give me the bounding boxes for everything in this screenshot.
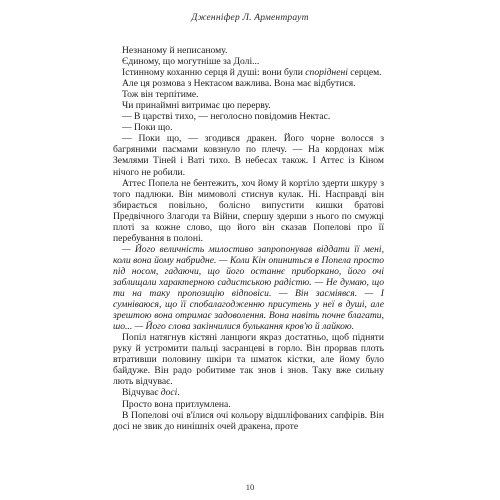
paragraph: Чи принаймні витримає цю перерву. — [122, 100, 271, 112]
body-text — [113, 45, 384, 432]
paragraph: — Поки що, — згодився дракен. Його чорне волосся з багряними пасмами ковзнуло по плечу. — На кордонах між Землями Тіней і Ваті тихо. В небесах також. І Аттес із Кіном нічого не робили. — [113, 133, 384, 178]
paragraph: Аттес Попела не бентежить, хоч йому й кортіло здерти шкуру з того падлюки. Він мимоволі стиснув кулак. Ні. Насправді він збирається повільно, болісно випустити кишки братові Предвічного Злагоди та Війни, спершу здерши з нього по смужці плоті за кожне слово, що його він сказав Попелові про її перебування в полоні. — [113, 177, 384, 244]
paragraph: Але ця розмова з Нектасом важлива. Вона має відбутися. — [122, 78, 356, 90]
paragraph: — Поки що. — [122, 122, 173, 134]
paragraph: Істинному коханню серця й душі: вони були спорідненi серцем. — [122, 67, 382, 79]
paragraph: Просто вона притлумлена. — [122, 398, 231, 410]
paragraph: Незнаному й неписаному. — [122, 45, 228, 56]
page-number: 10 — [245, 482, 255, 492]
running-header: Дженніфер Л. Арментраут — [191, 13, 309, 23]
paragraph: Відчуває досі. — [122, 387, 180, 399]
paragraph: — В царстві тихо, — неголосно повідомив Нектас. — [122, 111, 331, 123]
paragraph: Єдиному, що могутніше за Долі... — [122, 56, 260, 68]
paragraph: — Його величність милостиво запропонував віддати її мені, коли вона йому набридне. — Коли Кін опиниться в Попела просто під носом, гадаючи, що його останнє приборкано, його очі заблищали характерною садистською радістю. — Не думаю, що ти на таку пропозицію відповіси. — Він засміявся. — І сумніваюся, що її спобалагодженню присутень у неї в душі, але зрештою вона отримає задоволення. Вона навіть почне благати, шо... — Його слова закінчилися булькання кров'ю й лайкою. — [113, 243, 384, 333]
paragraph: Попіл натягнув кістяні ланцюги якраз достатньо, щоб підняти руку й устромити пальці засранцеві в горло. Він прорвав плоть втративши половину шкіри та шматок кістки, але йому було байдуже. Він радо робитиме так знов і знов. Таку вже сильну лють відчуває. — [113, 332, 384, 388]
paragraph: В Попелові очі в'їлися очі кольору відшліфованих сапфірів. Він досі не звик до нинішніх очей дракена, проте — [113, 409, 384, 432]
paragraph: Тож він терпітиме. — [122, 89, 199, 101]
